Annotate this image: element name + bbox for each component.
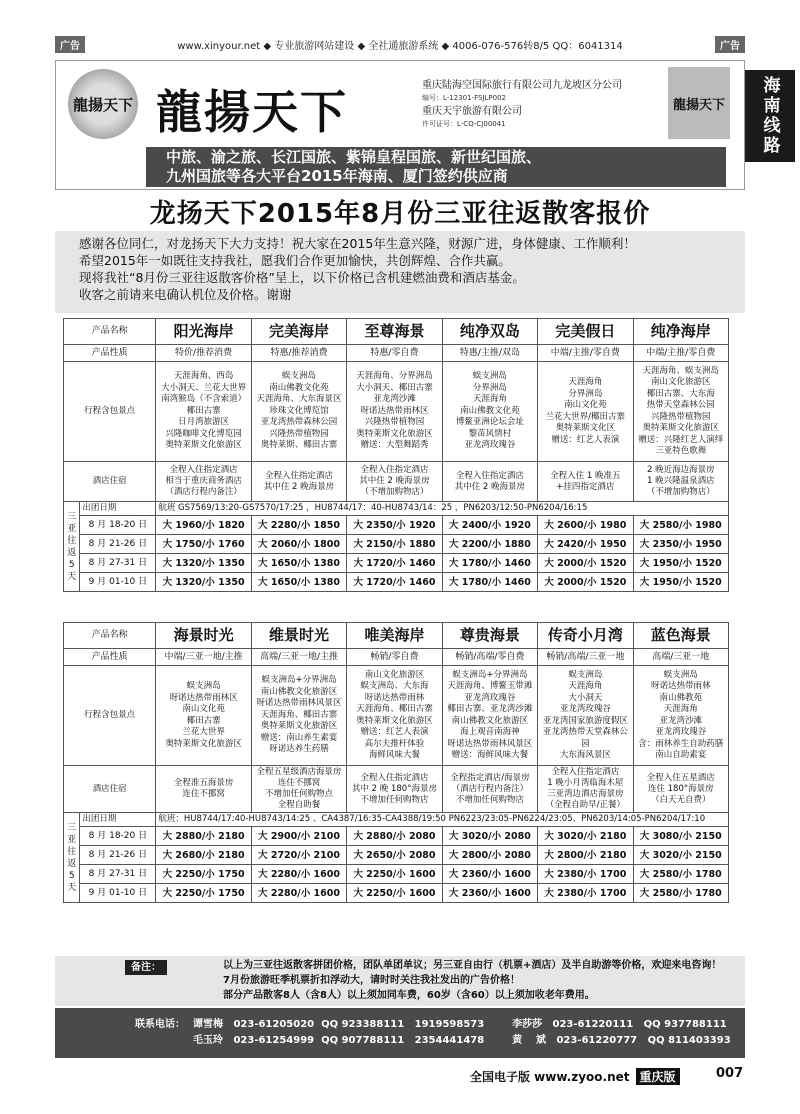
price-cell: 大 2380/小 1700 [538, 884, 633, 903]
product-features: 天涯海角、蜈支洲岛 南山文化旅游区 椰田古寨、大东海 热带天堂森林公园 兴隆热带植物园 奥特莱斯文化旅游区 赠送：兴隆红艺人演绎 三亚特色歌舞 [633, 362, 728, 462]
product-features: 天涯海角、分界洲岛 大小洞天、椰田古寨 亚龙湾沙滩 呀诺达热带雨林区 兴隆热带植物园 奥特莱斯文化旅游区 赠送：大型舞蹈秀 [347, 362, 442, 462]
group-label: 三亚往返5天 [64, 813, 80, 903]
intro-line: 感谢各位同仁，对龙扬天下大力支持！祝大家在2015年生意兴隆，财源广进，身体健康、工作顺利！ [79, 236, 636, 251]
product-name: 至尊海景 [347, 319, 442, 345]
product-nature: 特价/推荐消费 [156, 345, 251, 362]
table-row [64, 345, 729, 362]
price-cell: 大 2000/小 1520 [538, 573, 633, 592]
product-features: 蜈支洲岛 分界洲岛 天涯海角 南山佛教文化苑 博鳌亚洲论坛会址 黎苗风情村 亚龙湾玫瑰谷 [442, 362, 537, 462]
price-cell: 大 2360/小 1600 [442, 865, 537, 884]
price-cell: 大 1780/小 1460 [442, 573, 537, 592]
price-cell: 大 2060/小 1800 [251, 535, 346, 554]
note-line: 部分产品散客8人（含8人）以上须加同车费，60岁（含60）以上须加收老年费用。 [223, 990, 595, 1001]
table-row [64, 362, 729, 462]
logo-icon: 龍揚天下 [68, 69, 138, 139]
product-hotel: 全程入住指定酒店 其中住 2 晚海景房 [442, 462, 537, 502]
table-row [64, 813, 729, 827]
table-row [64, 573, 729, 592]
price-cell: 大 3020/小 2180 [538, 827, 633, 846]
product-name: 完美假日 [538, 319, 633, 345]
price-cell: 大 2650/小 2080 [347, 846, 442, 865]
company-info [422, 79, 622, 131]
table-row [64, 649, 729, 666]
table-row [64, 766, 729, 813]
price-cell: 大 1720/小 1460 [347, 573, 442, 592]
price-cell: 大 1960/小 1820 [156, 516, 251, 535]
product-name: 阳光海岸 [156, 319, 251, 345]
price-cell: 大 1780/小 1460 [442, 554, 537, 573]
date-cell: 8 月 27-31 日 [80, 865, 156, 884]
price-table-1 [63, 318, 729, 592]
product-hotel: 全程入住 1 晚准五 +挂四指定酒店 [538, 462, 633, 502]
product-nature: 畅销/高端/零自费 [442, 649, 537, 666]
product-hotel: 全程入住指定酒店 其中 2 晚 180°海景房 不增加任何购物店 [347, 766, 442, 813]
banner-line-2: 九州国旅等各大平台2015年海南、厦门签约供应商 [166, 167, 508, 185]
date-cell: 8 月 27-31 日 [80, 554, 156, 573]
intro-line: 希望2015年一如既往支持我社，愿我们合作更加愉快，共创辉煌、合作共赢。 [79, 253, 511, 268]
price-cell: 大 2580/小 1780 [633, 884, 728, 903]
note-line: 以上为三亚往返散客拼团价格，团队单团单议；另三亚自由行（机票+酒店）及半自助游等价格，欢迎来电咨询！ [223, 960, 722, 971]
table-row [64, 846, 729, 865]
row-label: 产品名称 [64, 319, 156, 345]
price-cell: 大 2380/小 1700 [538, 865, 633, 884]
row-label: 行程含包景点 [64, 362, 156, 462]
table-row [64, 462, 729, 502]
price-cell: 大 2360/小 1600 [442, 884, 537, 903]
depart-label: 出团日期 [80, 502, 156, 516]
date-cell: 9 月 01-10 日 [80, 884, 156, 903]
price-cell: 大 1320/小 1350 [156, 573, 251, 592]
price-cell: 大 2280/小 1850 [251, 516, 346, 535]
row-label: 产品名称 [64, 623, 156, 649]
row-label: 产品性质 [64, 649, 156, 666]
price-cell: 大 1650/小 1380 [251, 573, 346, 592]
top-line: www.xinyour.net ◆ 专业旅游网站建设 ◆ 全社通旅游系统 ◆ 4006-076-576转8/5 QQ：6041314 [177, 40, 623, 52]
product-features: 南山文化旅游区 蜈支洲岛、大东海 呀诺达热带雨林 天涯海角、椰田古寨 奥特莱斯文化旅游区 赠送：红艺人表演 高尔夫推杆体验 海鲜风味大餐 [347, 666, 442, 766]
section-tab: 海南线路 [745, 70, 795, 162]
product-hotel: 全程指定酒店/海景房 （酒店行程内备注） 不增加任何购物店 [442, 766, 537, 813]
company1-no: 编号：L-12301-FSJLP002 [422, 94, 506, 102]
table-row [64, 502, 729, 516]
product-name: 蓝色海景 [633, 623, 728, 649]
notes [55, 956, 745, 1006]
depart-label: 出团日期 [80, 813, 156, 827]
date-cell: 8 月 18-20 日 [80, 827, 156, 846]
company1: 重庆陆海空国际旅行有限公司九龙坡区分公司 [422, 80, 622, 91]
intro-line: 收客之前请来电确认机位及价格。谢谢 [79, 287, 292, 302]
price-cell: 大 2680/小 2180 [156, 846, 251, 865]
contact-row: 谭雪梅 023-61205020 QQ 923388111 1919598573 李莎莎 023-61220111 QQ 937788111 [193, 1019, 727, 1030]
product-hotel: 全程五星级酒店海景房 连住不挪窝 不增加任何购物点 全程自助餐 [251, 766, 346, 813]
price-cell: 大 2000/小 1520 [538, 554, 633, 573]
price-cell: 大 2150/小 1880 [347, 535, 442, 554]
product-name: 海景时光 [156, 623, 251, 649]
flight-info: 航班：HU8744/17:40-HU8743/14:25 、CA4387/16:35-CA4388/19:50 PN6223/23:05-PN6224/23:05、PN6203/14:05-PN6204/17:10 [156, 813, 729, 827]
table-row [64, 535, 729, 554]
price-cell: 大 1950/小 1520 [633, 554, 728, 573]
footer-site: 全国电子版 www.zyoo.net [470, 1069, 630, 1084]
price-cell: 大 1650/小 1380 [251, 554, 346, 573]
product-hotel: 全程入住五星酒店 连住 180°海景房 （白天无自费） [633, 766, 728, 813]
price-cell: 大 2400/小 1920 [442, 516, 537, 535]
price-cell: 大 2600/小 1980 [538, 516, 633, 535]
price-cell: 大 3020/小 2150 [633, 846, 728, 865]
product-features: 天涯海角 分界洲岛 南山文化苑 兰花大世界/椰田古寨 奥特莱斯文化区 赠送：红艺人表演 [538, 362, 633, 462]
product-features: 蜈支洲岛 呀诺达热带雨林区 南山文化苑 椰田古寨 兰花大世界 奥特莱斯文化旅游区 [156, 666, 251, 766]
table-row [64, 666, 729, 766]
table-row [64, 884, 729, 903]
contact-label: 联系电话： [135, 1019, 185, 1030]
product-name: 纯净海岸 [633, 319, 728, 345]
price-cell: 大 2880/小 2080 [347, 827, 442, 846]
table-row [64, 865, 729, 884]
price-cell: 大 2280/小 1600 [251, 884, 346, 903]
top-bar [55, 34, 745, 54]
row-label: 酒店住宿 [64, 766, 156, 813]
note-line: 7月份旅游旺季机票折扣浮动大，请时时关注我社发出的广告价格！ [223, 975, 520, 986]
price-cell: 大 2280/小 1600 [251, 865, 346, 884]
product-nature: 特惠/主推/双岛 [442, 345, 537, 362]
price-cell: 大 2880/小 2180 [156, 827, 251, 846]
product-features: 蜈支洲岛 天涯海角 大小洞天 亚龙湾玫瑰谷 亚龙湾国家旅游度假区 亚龙湾热带天堂森林公园 大东海风景区 [538, 666, 633, 766]
price-cell: 大 2350/小 1920 [347, 516, 442, 535]
price-cell: 大 3080/小 2150 [633, 827, 728, 846]
contact-bar [55, 1008, 745, 1058]
product-nature: 高端/三亚一地 [633, 649, 728, 666]
page-number: 007 [716, 1066, 744, 1081]
price-cell: 大 3020/小 2080 [442, 827, 537, 846]
product-name: 尊贵海景 [442, 623, 537, 649]
price-cell: 大 2200/小 1880 [442, 535, 537, 554]
banner [146, 147, 726, 187]
product-name: 传奇小月湾 [538, 623, 633, 649]
product-hotel: 2 晚近海边海景房 1 晚兴隆温泉酒店 （不增加购物店） [633, 462, 728, 502]
notes-tag: 备注： [125, 960, 167, 975]
price-cell: 大 2350/小 1950 [633, 535, 728, 554]
product-hotel: 全程准五海景房 连住不挪窝 [156, 766, 251, 813]
notes-text [223, 958, 721, 1003]
price-cell: 大 2250/小 1600 [347, 884, 442, 903]
row-label: 产品性质 [64, 345, 156, 362]
price-cell: 大 2720/小 2100 [251, 846, 346, 865]
product-name: 唯美海岸 [347, 623, 442, 649]
price-cell: 大 1720/小 1460 [347, 554, 442, 573]
table-row [64, 827, 729, 846]
price-cell: 大 1750/小 1760 [156, 535, 251, 554]
price-cell: 大 2900/小 2100 [251, 827, 346, 846]
product-nature: 特惠/推荐消费 [251, 345, 346, 362]
product-features: 蜈支洲岛+分界洲岛 南山佛教文化旅游区 呀诺达热带雨林风景区 天涯海角、椰田古寨 奥特莱斯文化旅游区 赠送：南山养生素宴 呀诺达养生药膳 [251, 666, 346, 766]
group-label: 三亚往返5天 [64, 502, 80, 592]
brand-name: 龍揚天下 [156, 85, 348, 139]
product-hotel: 全程入住指定酒店 其中住 2 晚海景房 [251, 462, 346, 502]
price-cell: 大 1950/小 1520 [633, 573, 728, 592]
company2-no: 许可证号：L-CQ-CJ00041 [422, 120, 506, 128]
table-row [64, 554, 729, 573]
price-cell: 大 1320/小 1350 [156, 554, 251, 573]
product-features: 蜈支洲岛 南山佛教文化苑 天涯海角、大东海景区 珍珠文化博览馆 亚龙湾热带森林公园 兴隆热带植物园 奥特莱斯、椰田古寨 [251, 362, 346, 462]
product-hotel: 全程入住指定酒店 其中住 2 晚海景房 （不增加购物店） [347, 462, 442, 502]
price-cell: 大 2250/小 1750 [156, 865, 251, 884]
banner-line-1: 中旅、渝之旅、长江国旅、紫锦皇程国旅、新世纪国旅、 [166, 148, 542, 166]
flight-info: 航班 GS7569/13:20-GS7570/17:25 ，HU8744/17：40-HU8743/14：25 ，PN6203/12:50-PN6204/16:15 [156, 502, 729, 516]
product-hotel: 全程入住指定酒店 相当于重庆商务酒店 （酒店行程内备注） [156, 462, 251, 502]
price-table-2 [63, 622, 729, 903]
price-cell: 大 2250/小 1750 [156, 884, 251, 903]
product-features: 蜈支洲岛 呀诺达热带雨林 南山佛教苑 天涯海角 亚龙湾沙滩 亚龙湾玫瑰谷 含：雨林养生自助药膳 南山自助素宴 [633, 666, 728, 766]
table-row [64, 516, 729, 535]
product-hotel: 全程入住指定酒店 1 晚小月湾临海木屋 三亚湾边酒店海景房 （全程自助早/正餐） [538, 766, 633, 813]
price-cell: 大 2800/小 2080 [442, 846, 537, 865]
company2: 重庆天宇旅游有限公司 [422, 106, 522, 117]
seal-logo: 龍揚天下 [668, 67, 730, 139]
product-features: 蜈支洲岛+分界洲岛 天涯海角、博鳌玉带滩 亚龙湾玫瑰谷 椰田古寨、亚龙湾沙滩 南山佛教文化旅游区 海上观音南海神 呀诺达热带雨林风景区 赠送：海鲜风味大餐 [442, 666, 537, 766]
date-cell: 8 月 21-26 日 [80, 846, 156, 865]
product-nature: 中端/主推/零自费 [633, 345, 728, 362]
product-nature: 畅销/零自费 [347, 649, 442, 666]
price-cell: 大 2250/小 1600 [347, 865, 442, 884]
product-name: 纯净双岛 [442, 319, 537, 345]
product-nature: 中端/主推/零自费 [538, 345, 633, 362]
price-cell: 大 2580/小 1780 [633, 865, 728, 884]
product-name: 维景时光 [251, 623, 346, 649]
ad-tag-right: 广告 [715, 36, 745, 53]
page-title: 龙扬天下2015年8月份三亚往返散客报价 [149, 199, 651, 229]
date-cell: 8 月 18-20 日 [80, 516, 156, 535]
product-features: 天涯海角、西岛 大小洞天、兰花大世界 南湾猴岛（不含索道）椰田古寨 日月湾旅游区 兴隆咖啡文化博览园 奥特莱斯文化旅游区 [156, 362, 251, 462]
ad-tag-left: 广告 [55, 36, 85, 53]
table-row [64, 319, 729, 345]
product-nature: 中端/三亚一地/主推 [156, 649, 251, 666]
product-name: 完美海岸 [251, 319, 346, 345]
product-nature: 高端/三亚一地/主推 [251, 649, 346, 666]
footer [470, 1068, 745, 1084]
price-cell: 大 2580/小 1980 [633, 516, 728, 535]
date-cell: 8 月 21-26 日 [80, 535, 156, 554]
contact-row: 毛玉玲 023-61254999 QQ 907788111 2354441478 黄 斌 023-61220777 QQ 811403393 [193, 1035, 731, 1046]
footer-edition: 重庆版 [636, 1068, 680, 1085]
row-label: 行程含包景点 [64, 666, 156, 766]
date-cell: 9 月 01-10 日 [80, 573, 156, 592]
price-cell: 大 2420/小 1950 [538, 535, 633, 554]
product-nature: 畅销/高端/三亚一地 [538, 649, 633, 666]
header [55, 60, 745, 190]
intro-text [55, 231, 745, 313]
price-cell: 大 2800/小 2180 [538, 846, 633, 865]
row-label: 酒店住宿 [64, 462, 156, 502]
table-row [64, 623, 729, 649]
intro-line: 现将我社“8月份三亚往返散客价格”呈上，以下价格已含机建燃油费和酒店基金。 [79, 270, 525, 285]
product-nature: 特惠/零自费 [347, 345, 442, 362]
